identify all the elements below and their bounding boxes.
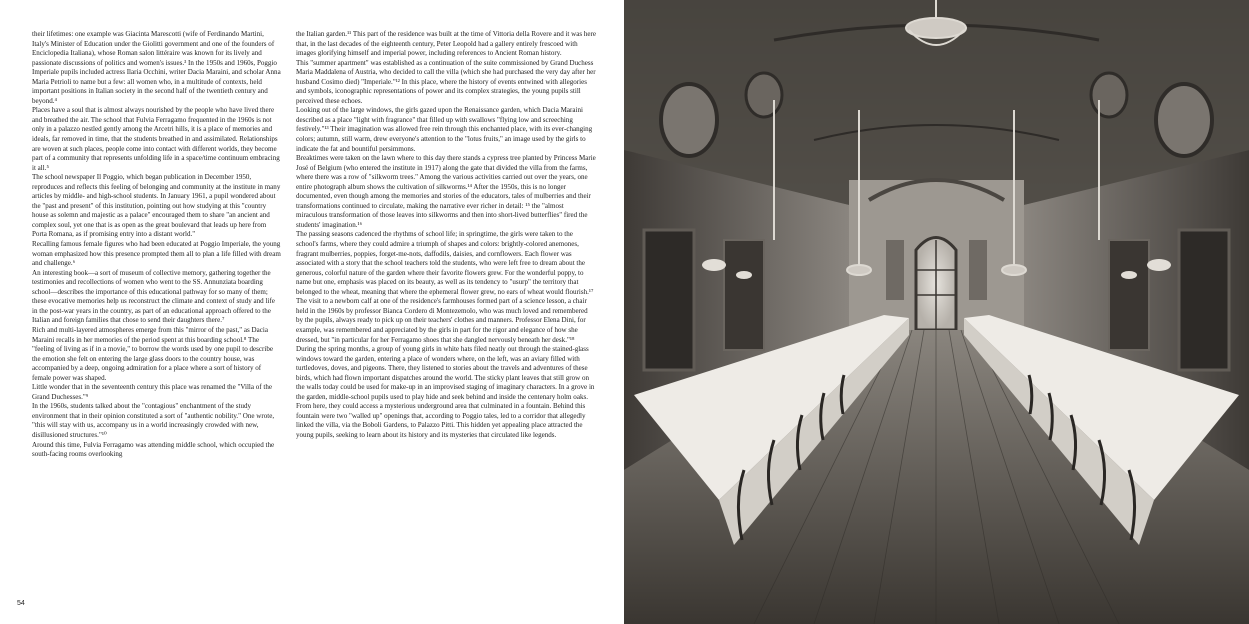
paragraph: During the spring months, a group of young girls in white hats filed neatly out through the stained-glass windows toward the garden, entering a place of wonders where, on the left, was an aviary filled with turtledoves, doves, and pigeons. There, they listened to stories about the travels and adventures of these birds, which had flown important dispatches around the world. The sticky plant leaves that still grow on the walls today could be used for make-up in an improvised staging of imaginary characters. In a grove in the garden, middle-school pupils used to play hide and seek behind and inside the centenary holm oaks. From here, they could access a mysterious underground area that culminated in a fountain. Behind this fountain were two "walled up" openings that, according to Poggio tales, led to a corridor that allegedly linked the villa, via the Boboli Gardens, to Palazzo Pitti. This hidden yet appealing place attracted the young pupils, seeking to learn about its history and its mysteries that circulated like legends. xyxy=(296,345,595,439)
paragraph: Breaktimes were taken on the lawn where to this day there stands a cypress tree planted by Princess Marie José of Belgium (who entered the institute in 1917) along the gate that divided the villa from the farms, where there was a row of "silkworm trees." Among the various activities carried out over the years, one entire photograph album shows the cultivation of silkworms.¹⁴ After the 1950s, this is no longer documented, even though among the memories and stories of the educators, tales of mulberries and their transformations continued to circulate, making the narrative ever richer in detail: ¹⁵ the "almost miraculous transformation of those leaves into silkworms and then into short-lived butterflies" fired the students' imagination.¹⁶ xyxy=(296,154,596,229)
paragraph: In the 1960s, students talked about the "contagious" enchantment of the study environment that in their opinion constituted a sort of "authentic nobility." One wrote, "this will stay with us, accompany us in a world increasingly crowded with new, disillusioned structures."¹⁰ xyxy=(32,402,275,439)
paragraph: Looking out of the large windows, the girls gazed upon the Renaissance garden, which Dacia Maraini described as a place "light with fragrance" that filled up with swallows "flying low and screeching festively."¹³ Their imagination was allowed free rein through this enchanted place, with its ever-changing colors; autumn, still warm, drew everyone's attention to the "lotus fruits," an image used by the girls to indicate the fat and bountiful persimmons. xyxy=(296,106,593,153)
paragraph: the Italian garden.¹¹ This part of the residence was built at the time of Vittoria della Rovere and it was here that, in the last decades of the eighteenth century, Peter Leopold had a gallery entirely frescoed with images glorifying himself and imperial power, including references to Ancient Roman history. xyxy=(296,30,596,58)
hall-photograph xyxy=(624,0,1249,624)
text-column-left xyxy=(32,30,282,580)
paragraph: An interesting book—a sort of museum of collective memory, gathering together the testimonies and recollections of women who went to the SS. Annunziata boarding school—describes the importance of this educational pathway for so many of them; these evocative memories help us reconstruct the climate and context of study and life in the post-war years in the country, as part of an educational approach offered to the Italian and foreign families that chose to send their daughters there.⁷ xyxy=(32,268,275,325)
paragraph: Around this time, Fulvia Ferragamo was attending middle school, which occupied the south-facing rooms overlooking xyxy=(32,440,275,459)
paragraph: Little wonder that in the seventeenth century this place was renamed the "Villa of the Grand Duchesses."⁹ xyxy=(32,383,273,401)
page-number: 54 xyxy=(17,600,25,607)
paragraph: their lifetimes: one example was Giacinta Marescotti (wife of Ferdinando Martini, Italy's Minister of Education under the Giolitti government and one of the founders of Enciclopedia Italiana), whose Roman salon littéraire was known for its lively and passionate discussions of politics and women's issues.³ In the 1950s and 1960s, Poggio Imperiale pupils included actress Ilaria Occhini, writer Dacia Maraini, and scholar Anna Maria Petrioli to name but a few: all women who, in a multitude of contexts, held important positions in Italian society in the second half of the twentieth century and beyond.⁴ xyxy=(32,30,281,105)
left-page xyxy=(0,0,624,624)
text-column-right xyxy=(296,30,596,602)
paragraph: Places have a soul that is almost always nourished by the people who have lived there and breathed the air. The school that Fulvia Ferragamo frequented in the 1960s is not only in a palazzo nestled gently among the Arcetri hills, it is a place of memories and ideals, far removed in time, that the students breathed in and assimilated. Relationships are woven at such places, people come into contact with different worlds, they become part of a community that represents unfolding life in a space/time continuum embracing it all.⁵ xyxy=(32,106,280,172)
paragraph: The school newspaper Il Poggio, which began publication in December 1950, reproduces and reflects this feeling of belonging and community at the institute in many articles by middle- and high-school students. In January 1961, a pupil wondered about the "past and present" of this institution, pointing out how studying at this "country house as solemn and majestic as a palace" encouraged them to share "an ancient and complex soul, yet one that is as open as the great boulevard that leads up here from Porta Romana, as if promising entry into a distant world." xyxy=(32,173,281,239)
paragraph: This "summer apartment" was established as a continuation of the suite commissioned by Grand Duchess Maria Maddalena of Austria, who decided to call the villa (which she had purchased the very day after her husband Cosimo died) "Imperiale."¹² In this place, where the history of events entwined with allegories and symbols, iconographic representations of power and its complex strategies, the young pupils still perceived these echoes. xyxy=(296,58,596,105)
paragraph: Rich and multi-layered atmospheres emerge from this "mirror of the past," as Dacia Maraini recalls in her memories of the period spent at this boarding school.⁸ The "feeling of living as if in a movie," to borrow the words used by one pupil to describe the emotion she felt on entering the large glass doors to the country house, was accompanied by a deep, ongoing admiration for a place where a sort of history of female power was shaped. xyxy=(32,325,273,382)
paragraph: Recalling famous female figures who had been educated at Poggio Imperiale, the young woman emphasized how this presence prompted them all to plan a life filled with dream and challenge.⁶ xyxy=(32,240,281,268)
paragraph: The passing seasons cadenced the rhythms of school life; in springtime, the girls were taken to the school's farms, where they could admire a triumph of shapes and colors: brightly-colored anemones, fragrant mulberries, poppies, forget-me-nots, daffodils, daisies, and cornflowers. Each flower was associated with a story that the school teachers told the students, who were left free to dream about the generous, colorful nature of the garden where their favorite flowers grew. For the wonderful poppy, to name but one, emphasis was placed on its beauty, as well as its tendency to "usurp" the territory that belonged to the wheat, meaning that where the ephemeral flower grew, no ears of wheat would flourish.¹⁷ The visit to a newborn calf at one of the residence's farmhouses formed part of a science lesson, a chair held in the 1960s by professor Bianca Cordero di Montezemolo, who was much loved and remembered by the pupils, always ready to pick up on their teachers' clothes and manners. Professor Elena Dini, for example, was remembered and appreciated by the girls in part for the rigor and elegance of how she dressed, but "in particular for her Ferragamo shoes that she dangled nervously beneath her desk."¹⁸ xyxy=(296,230,594,344)
